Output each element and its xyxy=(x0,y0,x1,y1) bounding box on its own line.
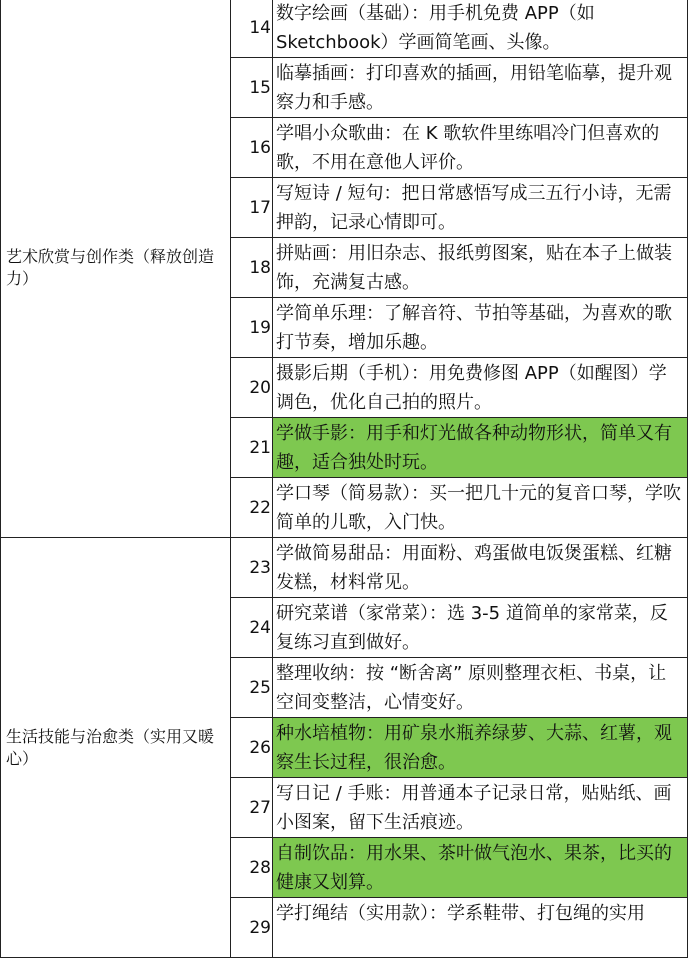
row-number: 18 xyxy=(231,238,273,298)
row-number: 20 xyxy=(231,358,273,418)
row-number: 14 xyxy=(231,0,273,58)
row-number: 28 xyxy=(231,838,273,898)
activity-description: 写日记 / 手账：用普通本子记录日常，贴贴纸、画小图案，留下生活痕迹。 xyxy=(273,778,688,838)
row-number: 23 xyxy=(231,538,273,598)
activity-description: 学简单乐理：了解音符、节拍等基础，为喜欢的歌打节奏，增加乐趣。 xyxy=(273,298,688,358)
row-number: 15 xyxy=(231,58,273,118)
activity-description: 学口琴（简易款）：买一把几十元的复音口琴，学吹简单的儿歌，入门快。 xyxy=(273,478,688,538)
category-cell: 艺术欣赏与创作类（释放创造力） xyxy=(1,0,231,538)
activity-description: 学做简易甜品：用面粉、鸡蛋做电饭煲蛋糕、红糖发糕，材料常见。 xyxy=(273,538,688,598)
activity-description: 学打绳结（实用款）：学系鞋带、打包绳的实用 xyxy=(273,898,688,958)
row-number: 16 xyxy=(231,118,273,178)
row-number: 27 xyxy=(231,778,273,838)
row-number: 25 xyxy=(231,658,273,718)
activity-description: 整理收纳：按 “断舍离” 原则整理衣柜、书桌，让空间变整洁，心情变好。 xyxy=(273,658,688,718)
activity-description: 学做手影：用手和灯光做各种动物形状，简单又有趣，适合独处时玩。 xyxy=(273,418,688,478)
activity-description: 研究菜谱（家常菜）：选 3-5 道简单的家常菜，反复练习直到做好。 xyxy=(273,598,688,658)
activity-description: 拼贴画：用旧杂志、报纸剪图案，贴在本子上做装饰，充满复古感。 xyxy=(273,238,688,298)
table-row xyxy=(1,538,688,598)
activity-description: 学唱小众歌曲：在 K 歌软件里练唱冷门但喜欢的歌，不用在意他人评价。 xyxy=(273,118,688,178)
category-cell: 生活技能与治愈类（实用又暖心） xyxy=(1,538,231,958)
activity-description: 临摹插画：打印喜欢的插画，用铅笔临摹，提升观察力和手感。 xyxy=(273,58,688,118)
row-number: 24 xyxy=(231,598,273,658)
row-number: 26 xyxy=(231,718,273,778)
table-row xyxy=(1,0,688,58)
row-number: 22 xyxy=(231,478,273,538)
row-number: 19 xyxy=(231,298,273,358)
activity-description: 数字绘画（基础）：用手机免费 APP（如 Sketchbook）学画简笔画、头像。 xyxy=(273,0,688,58)
row-number: 17 xyxy=(231,178,273,238)
activity-description: 自制饮品：用水果、茶叶做气泡水、果茶，比买的健康又划算。 xyxy=(273,838,688,898)
row-number: 29 xyxy=(231,898,273,958)
activity-table-body xyxy=(1,0,688,958)
activity-description: 摄影后期（手机）：用免费修图 APP（如醒图）学调色，优化自己拍的照片。 xyxy=(273,358,688,418)
activity-description: 写短诗 / 短句：把日常感悟写成三五行小诗，无需押韵，记录心情即可。 xyxy=(273,178,688,238)
activity-description: 种水培植物：用矿泉水瓶养绿萝、大蒜、红薯，观察生长过程，很治愈。 xyxy=(273,718,688,778)
row-number: 21 xyxy=(231,418,273,478)
